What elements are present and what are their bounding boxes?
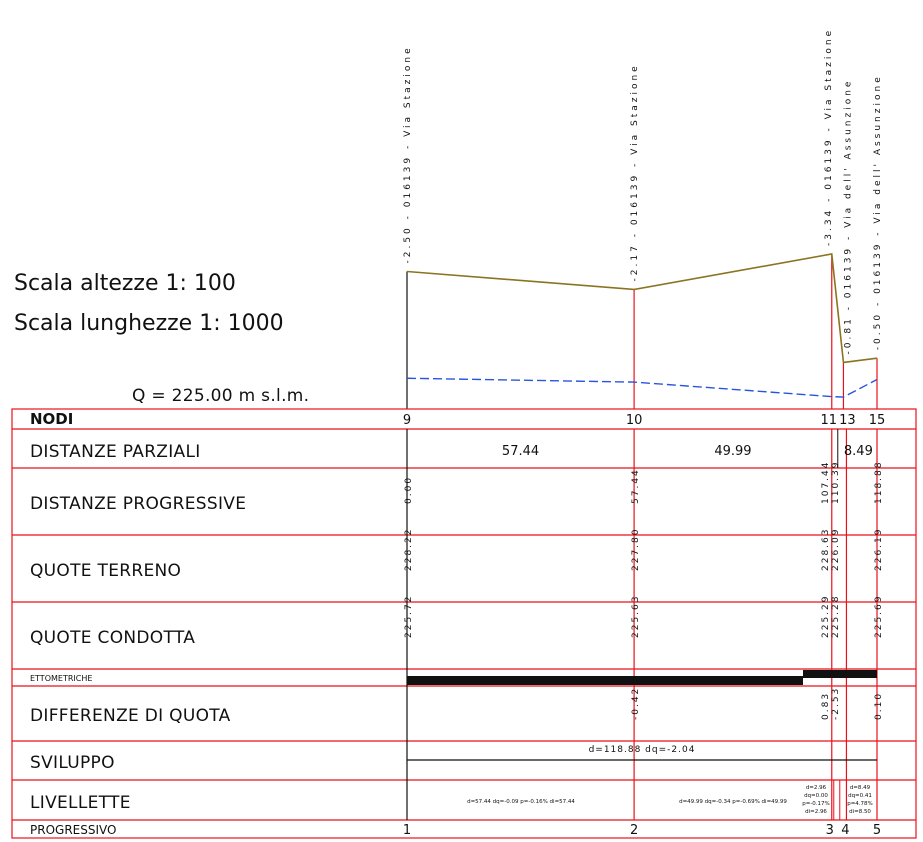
rotated-value: 0.83 — [820, 691, 831, 720]
sviluppo-text: d=118.88 dq=-2.04 — [588, 745, 696, 755]
livelletta-3-line: d=2.96 — [805, 785, 827, 791]
rotated-value: 225.29 — [820, 594, 831, 638]
rotated-value: 0.10 — [874, 691, 884, 720]
livelletta-2-text: d=49.99 dq=-0.34 p=-0.69% di=49.99 — [679, 799, 787, 805]
rotated-value: 225.28 — [830, 594, 841, 638]
scale-lengths-text: Scala lunghezze 1: 1000 — [14, 311, 284, 336]
rotated-value: 225.69 — [874, 594, 884, 638]
table-cells — [403, 413, 885, 838]
rotated-value: 227.80 — [631, 527, 642, 571]
rotated-value: -2.53 — [830, 686, 841, 720]
node-label: -0.50 - 016139 - Via dell' Assunzione — [873, 74, 883, 351]
rotated-value: 228.22 — [404, 527, 414, 571]
rotated-value: 228.63 — [820, 527, 831, 571]
rotated-value: 226.09 — [830, 527, 841, 571]
rotated-value: 107.44 — [820, 460, 831, 504]
rotated-value: 225.72 — [404, 594, 414, 638]
row-label-distanze-parziali: DISTANZE PARZIALI — [30, 442, 201, 462]
progressivo-value: 4 — [841, 823, 850, 838]
progressivo-value: 1 — [402, 823, 412, 838]
row-label-distanze-progressive: DISTANZE PROGRESSIVE — [30, 494, 247, 514]
rotated-value: 57.44 — [631, 468, 642, 504]
rotated-value: -0.42 — [631, 686, 642, 720]
distanza-parziale-value: 8.49 — [843, 444, 873, 459]
row-label-quote-terreno: QUOTE TERRENO — [30, 561, 182, 581]
rotated-value: 0.00 — [404, 475, 414, 504]
profile-lines — [407, 254, 877, 397]
rotated-value: 110.39 — [830, 460, 841, 504]
progressivo-value: 5 — [872, 823, 882, 838]
ettometric-bar-1 — [407, 676, 803, 685]
node-id: 9 — [402, 413, 412, 428]
ettometric-bar-2 — [803, 670, 877, 678]
progressivo-value: 3 — [825, 823, 834, 838]
progressivo-value: 2 — [629, 823, 639, 838]
node-label: -2.50 - 016139 - Via Stazione — [403, 45, 413, 264]
node-label: -2.17 - 016139 - Via Stazione — [630, 63, 641, 282]
ground-profile-line — [407, 254, 877, 362]
node-id: 10 — [625, 413, 643, 428]
livelletta-4-line: d=8.49 — [849, 785, 871, 791]
pipe-profile-line — [407, 378, 877, 397]
row-label-sviluppo: SVILUPPO — [30, 753, 115, 773]
table-verticals — [407, 429, 877, 820]
livelletta-4-line: dq=0.41 — [848, 793, 872, 799]
node-labels — [403, 28, 883, 355]
row-label-nodi: NODI — [30, 410, 74, 428]
rotated-value: 226.19 — [874, 527, 884, 571]
row-label-progressivo: PROGRESSIVO — [30, 823, 117, 837]
livelletta-1-text: d=57.44 dq=-0.09 p=-0.16% di=57.44 — [467, 799, 575, 805]
row-label-ettometriche: ETTOMETRICHE — [30, 674, 93, 683]
livelletta-4-line: p=4.78% — [847, 801, 873, 807]
distanza-parziale-value: 49.99 — [714, 444, 752, 459]
livelletta-3-line: di=2.96 — [805, 809, 827, 815]
row-label-livellette: LIVELLETTE — [30, 793, 131, 813]
table-grid — [12, 409, 916, 838]
node-id: 15 — [868, 413, 886, 428]
datum-text: Q = 225.00 m s.l.m. — [132, 386, 310, 406]
rotated-value: 225.63 — [631, 594, 642, 638]
row-label-differenze-quota: DIFFERENZE DI QUOTA — [30, 706, 231, 726]
node-label: -0.81 - 016139 - Via dell' Assunzione — [843, 78, 854, 355]
row-label-quote-condotta: QUOTE CONDOTTA — [30, 628, 196, 648]
livelletta-3 — [802, 785, 830, 815]
livelletta-3-line: p=-0.17% — [802, 801, 830, 807]
livelletta-4-line: di=8.50 — [849, 809, 871, 815]
rotated-value: 118.88 — [874, 460, 884, 504]
node-id: 11 — [820, 413, 838, 428]
livelletta-4 — [847, 785, 873, 815]
scale-heights-text: Scala altezze 1: 100 — [14, 271, 236, 296]
node-label: -3.34 - 016139 - Via Stazione — [823, 27, 834, 246]
distanza-parziale-value: 57.44 — [501, 444, 540, 459]
node-id: 13 — [839, 413, 856, 428]
livelletta-3-line: dq=0.00 — [804, 793, 828, 799]
